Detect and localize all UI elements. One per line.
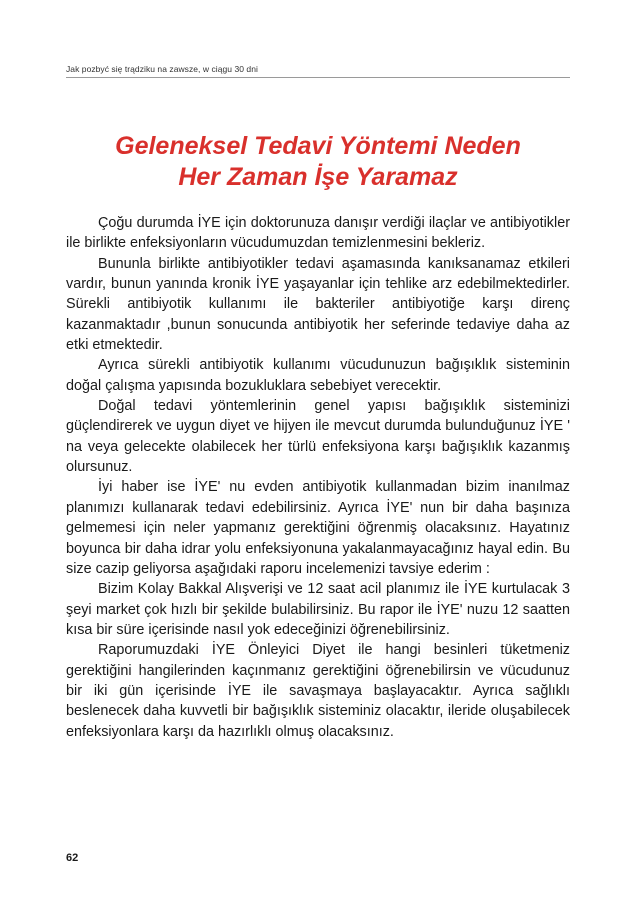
paragraph: Çoğu durumda İYE için doktorunuza danışır verdiği ilaçlar ve antibiyotikler ile birlikte enfeksiyonların vücudumuzdan temizlenmesini bekleriz. xyxy=(66,215,570,252)
body-text xyxy=(66,213,570,742)
header-divider xyxy=(66,77,570,78)
paragraph: Ayrıca sürekli antibiyotik kullanımı vücudunuzun bağışıklık sisteminin doğal çalışma yapısında bozukluklara sebebiyet verecektir. xyxy=(66,357,570,394)
paragraph: Bizim Kolay Bakkal Alışverişi ve 12 saat acil planımız ile İYE kurtulacak 3 şeyi market çok hızlı bir şekilde bulabilirsiniz. Bu rapor ile İYE' nuzu 12 saatten kısa bir süre içerisinde nasıl yok edeceğinizi öğrenebilirsiniz. xyxy=(66,581,570,638)
paragraph: Raporumuzdaki İYE Önleyici Diyet ile hangi besinleri tüketmeniz gerektiğini hangilerinden kaçınmanız gerektiğini öğrenebilirsin ve vücudunuz bir iki gün içerisinde İYE ile savaşmaya başlayacaktır. Ayrıca sağlıklı beslenecek daha kuvvetli bir bağışıklık sisteminiz olacaktır, ileride oluşabilecek enfeksiyonlara karşı da hazırlıklı olmuş olacaksınız. xyxy=(66,642,570,740)
paragraph: Bununla birlikte antibiyotikler tedavi aşamasında kanıksanamaz etkileri vardır, bunun yanında kronik İYE yaşayanlar için tehlike arz edebilmektedirler. Sürekli antibiyotik kullanımı ile bakteriler antibiyotiğe karşı direnç kazanmaktadır ,bunun sonucunda antibiyotik her seferinde tedaviye daha az etki etmektedir. xyxy=(66,255,570,354)
section-title-line-1: Geleneksel Tedavi Yöntemi Neden xyxy=(115,132,521,160)
running-header: Jak pozbyć się trądziku na zawsze, w ciągu 30 dni xyxy=(66,64,258,74)
section-title-line-2: Her Zaman İşe Yaramaz xyxy=(178,163,458,191)
paragraph: Doğal tedavi yöntemlerinin genel yapısı bağışıklık sisteminizi güçlendirerek ve uygun diyet ve hijyen ile mevcut durumda bulunduğunuz İYE ' na veya gelecekte olabilecek her türlü enfeksiyona karşı bağışıklık kazanmış olursunuz. xyxy=(66,398,570,476)
paragraph: İyi haber ise İYE' nu evden antibiyotik kullanmadan bizim inanılmaz planımızı kullanarak tedavi edebilirsiniz. Ayrıca İYE' nun bir daha başınıza gelmemesi için neler yapmanız gerektiğini öğrenmiş olacaksınız. Hayatınız boyunca bir daha idrar yolu enfeksiyonuna yakalanmayacağınız hayal edin. Bu size cazip geliyorsa aşağıdaki raporu incelemenizi tavsiye ederim : xyxy=(66,479,570,577)
section-title xyxy=(66,131,570,193)
page-number: 62 xyxy=(66,852,79,864)
